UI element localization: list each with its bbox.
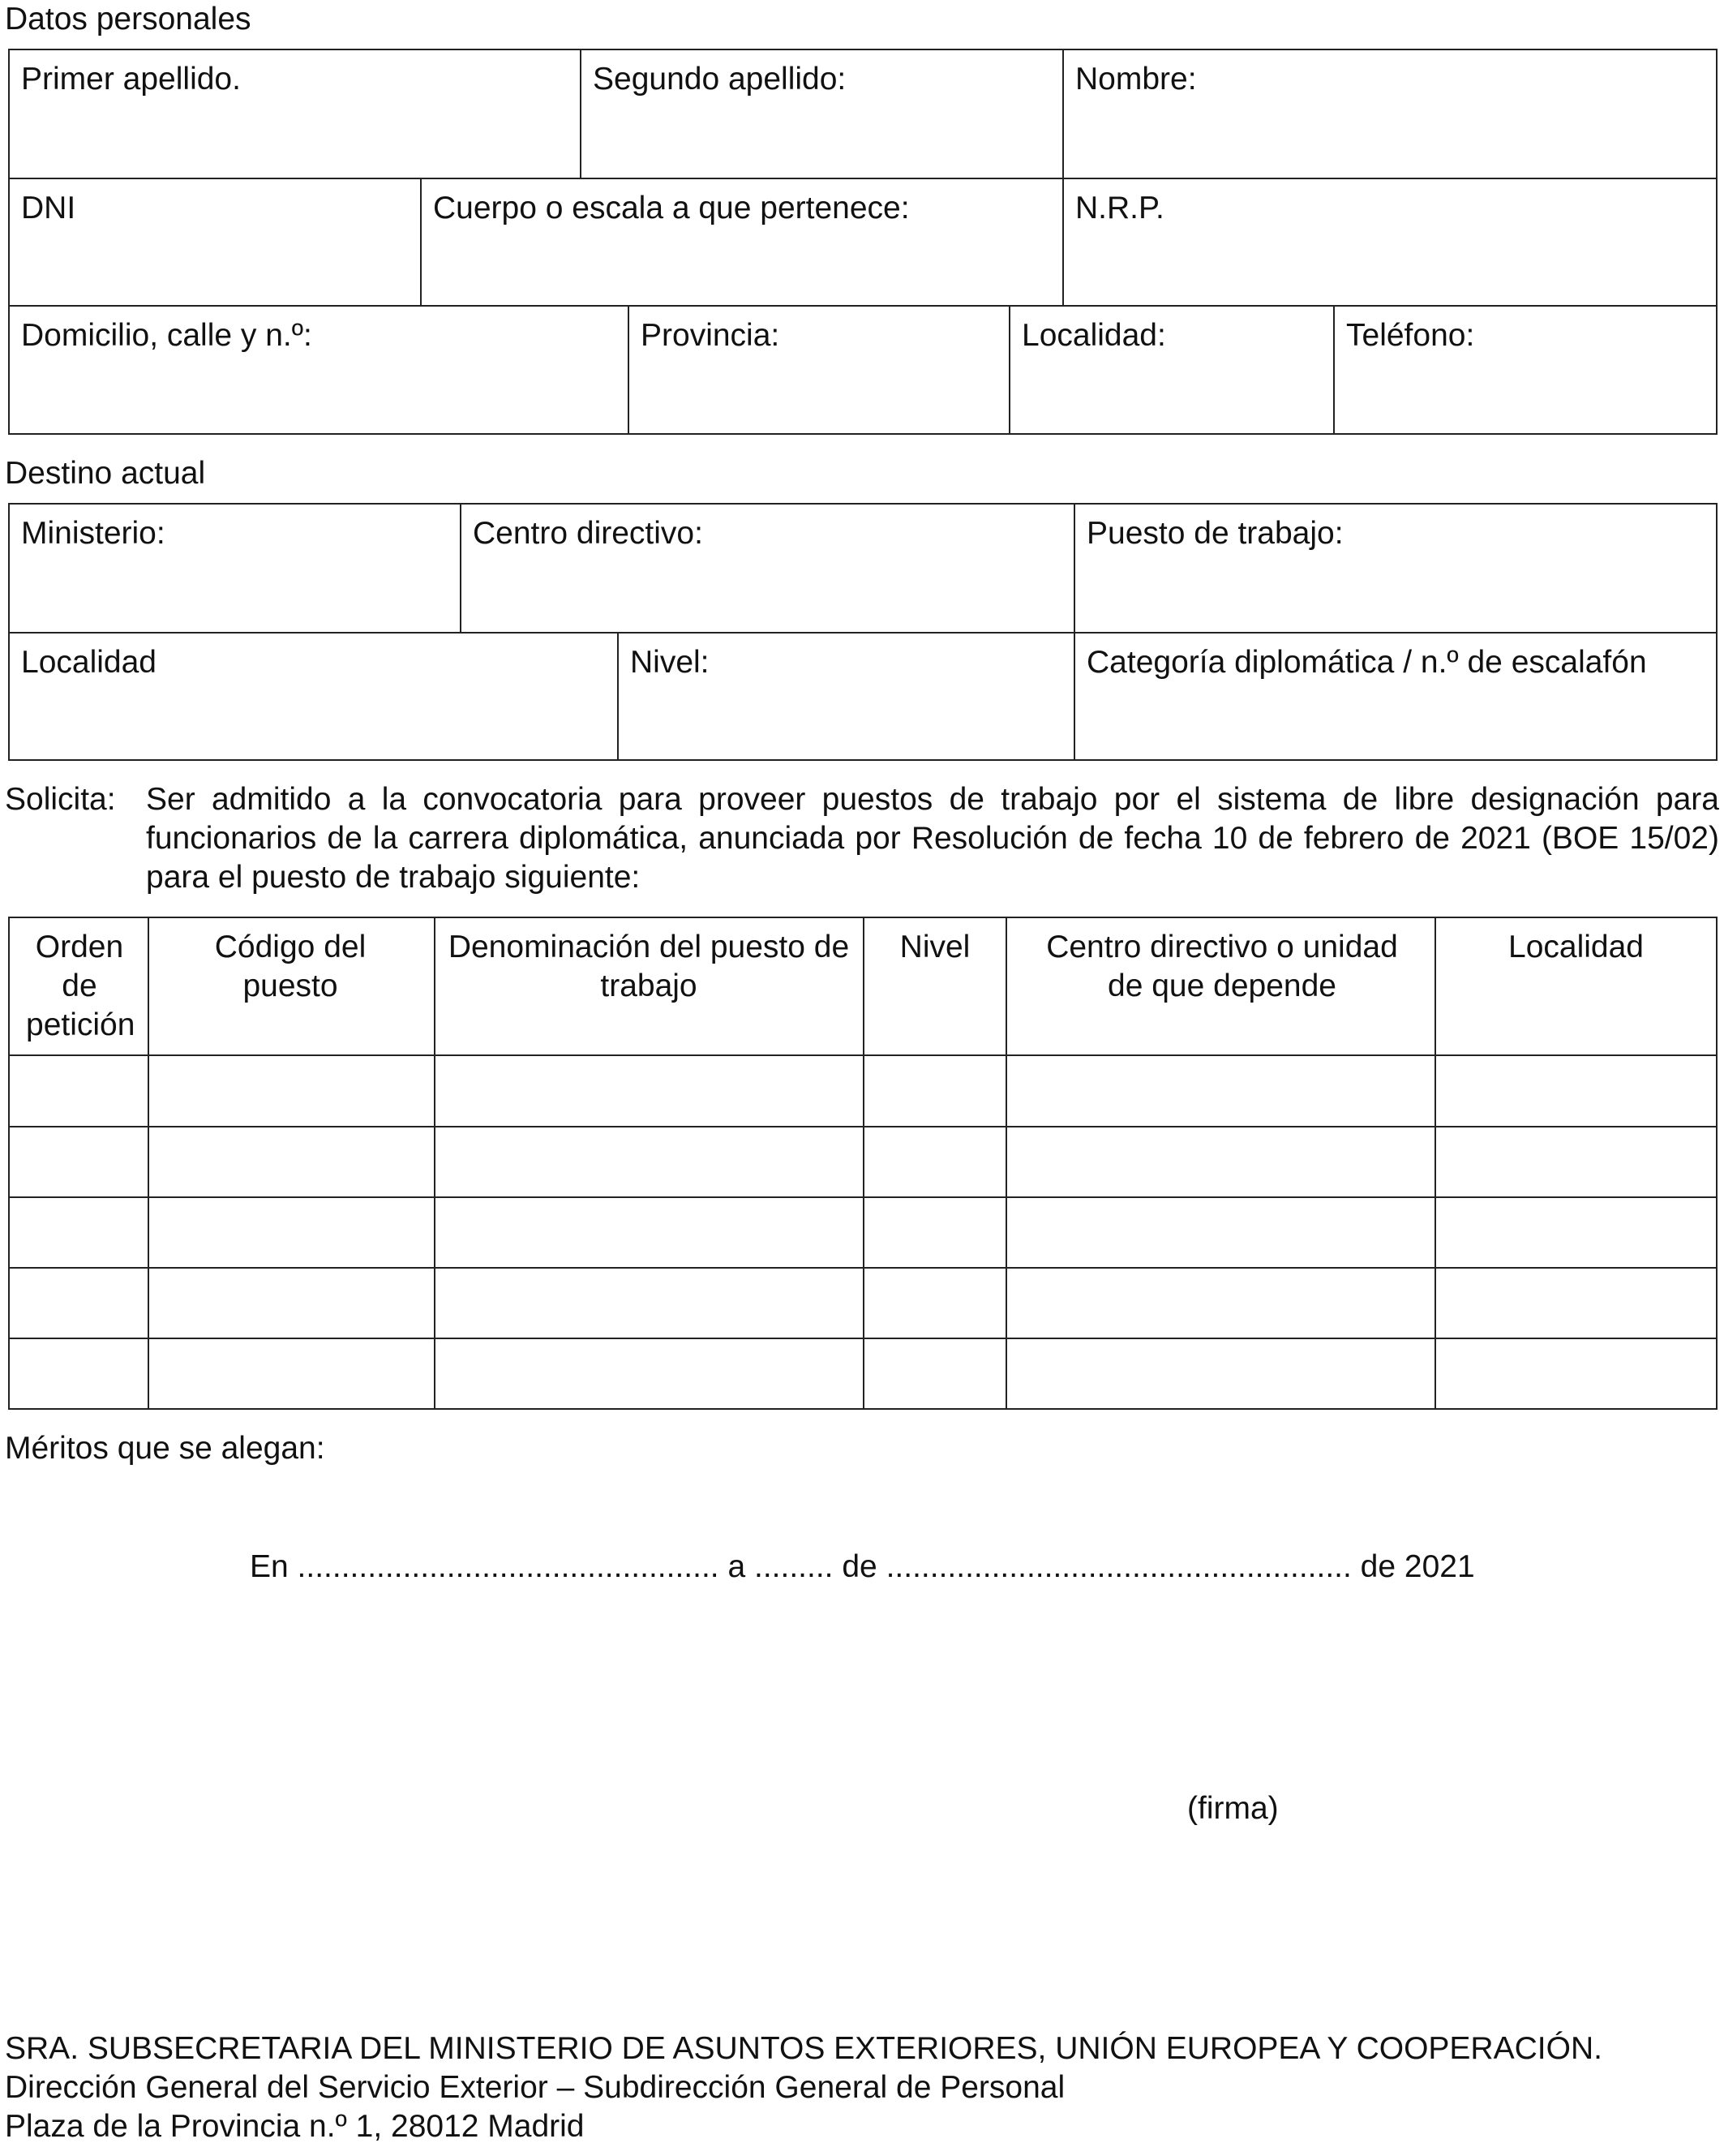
table-row[interactable] — [10, 1198, 1716, 1267]
solicita-paragraph — [5, 780, 1719, 902]
field-provincia[interactable]: Provincia: — [641, 318, 780, 353]
field-puesto-trabajo[interactable]: Puesto de trabajo: — [1087, 516, 1344, 551]
section-title-destino-actual: Destino actual — [5, 456, 206, 491]
field-ministerio[interactable]: Ministerio: — [21, 516, 165, 551]
field-telefono[interactable]: Teléfono: — [1346, 318, 1475, 353]
footer-line-2: Dirección General del Servicio Exterior – Subdirección General de Personal — [5, 2070, 1066, 2105]
field-primer-apellido[interactable]: Primer apellido. — [21, 62, 241, 97]
puestos-table — [8, 917, 1718, 1410]
field-localidad[interactable]: Localidad: — [1022, 318, 1166, 353]
col-header-nivel: Nivel — [899, 930, 971, 964]
field-domicilio[interactable]: Domicilio, calle y n.º: — [21, 318, 312, 353]
date-line[interactable]: En ................................................ a ......... de ..................................................... de 2021 — [250, 1549, 1475, 1584]
field-segundo-apellido[interactable]: Segundo apellido: — [593, 62, 847, 97]
solicita-text: Ser admitido a la convocatoria para proveer puestos de trabajo por el sistema de libre designación para funcionarios de la carrera diplomática, anunciada por Resolución de fecha 10 de febrero de 2021 (BOE 15/02) para el puesto de trabajo siguiente: — [146, 782, 1719, 895]
footer-line-3: Plaza de la Provincia n.º 1, 28012 Madrid — [5, 2109, 585, 2144]
field-destino-localidad[interactable]: Localidad — [21, 645, 157, 680]
field-centro-directivo[interactable]: Centro directivo: — [473, 516, 703, 551]
field-nivel[interactable]: Nivel: — [630, 645, 710, 680]
signature-label: (firma) — [1187, 1791, 1279, 1826]
col-header-codigo: Código del puesto — [214, 930, 367, 1003]
field-nrp[interactable]: N.R.P. — [1075, 191, 1164, 225]
field-dni[interactable]: DNI — [21, 191, 76, 225]
field-cuerpo-escala[interactable]: Cuerpo o escala a que pertenece: — [433, 191, 910, 225]
footer-line-1: SRA. SUBSECRETARIA DEL MINISTERIO DE ASUNTOS EXTERIORES, UNIÓN EUROPEA Y COOPERACIÓN. — [5, 2031, 1602, 2066]
col-header-orden: Orden de petición — [26, 930, 135, 1042]
table-row[interactable] — [10, 1339, 1716, 1408]
solicita-label: Solicita: — [5, 782, 116, 817]
col-header-denominacion: Denominación del puesto de trabajo — [448, 930, 850, 1003]
table-row[interactable] — [10, 1269, 1716, 1338]
table-row[interactable] — [10, 1127, 1716, 1196]
col-header-localidad: Localidad — [1508, 930, 1644, 964]
personal-data-box — [8, 49, 1718, 435]
meritos-label: Méritos que se alegan: — [5, 1431, 325, 1466]
field-nombre[interactable]: Nombre: — [1075, 62, 1197, 97]
destino-box — [8, 503, 1718, 761]
table-row[interactable] — [10, 1056, 1716, 1126]
col-header-centro: Centro directivo o unidad de que depende — [1046, 930, 1398, 1003]
section-title-datos-personales: Datos personales — [5, 2, 251, 37]
field-categoria-diplomatica[interactable]: Categoría diplomática / n.º de escalafón — [1087, 645, 1647, 680]
